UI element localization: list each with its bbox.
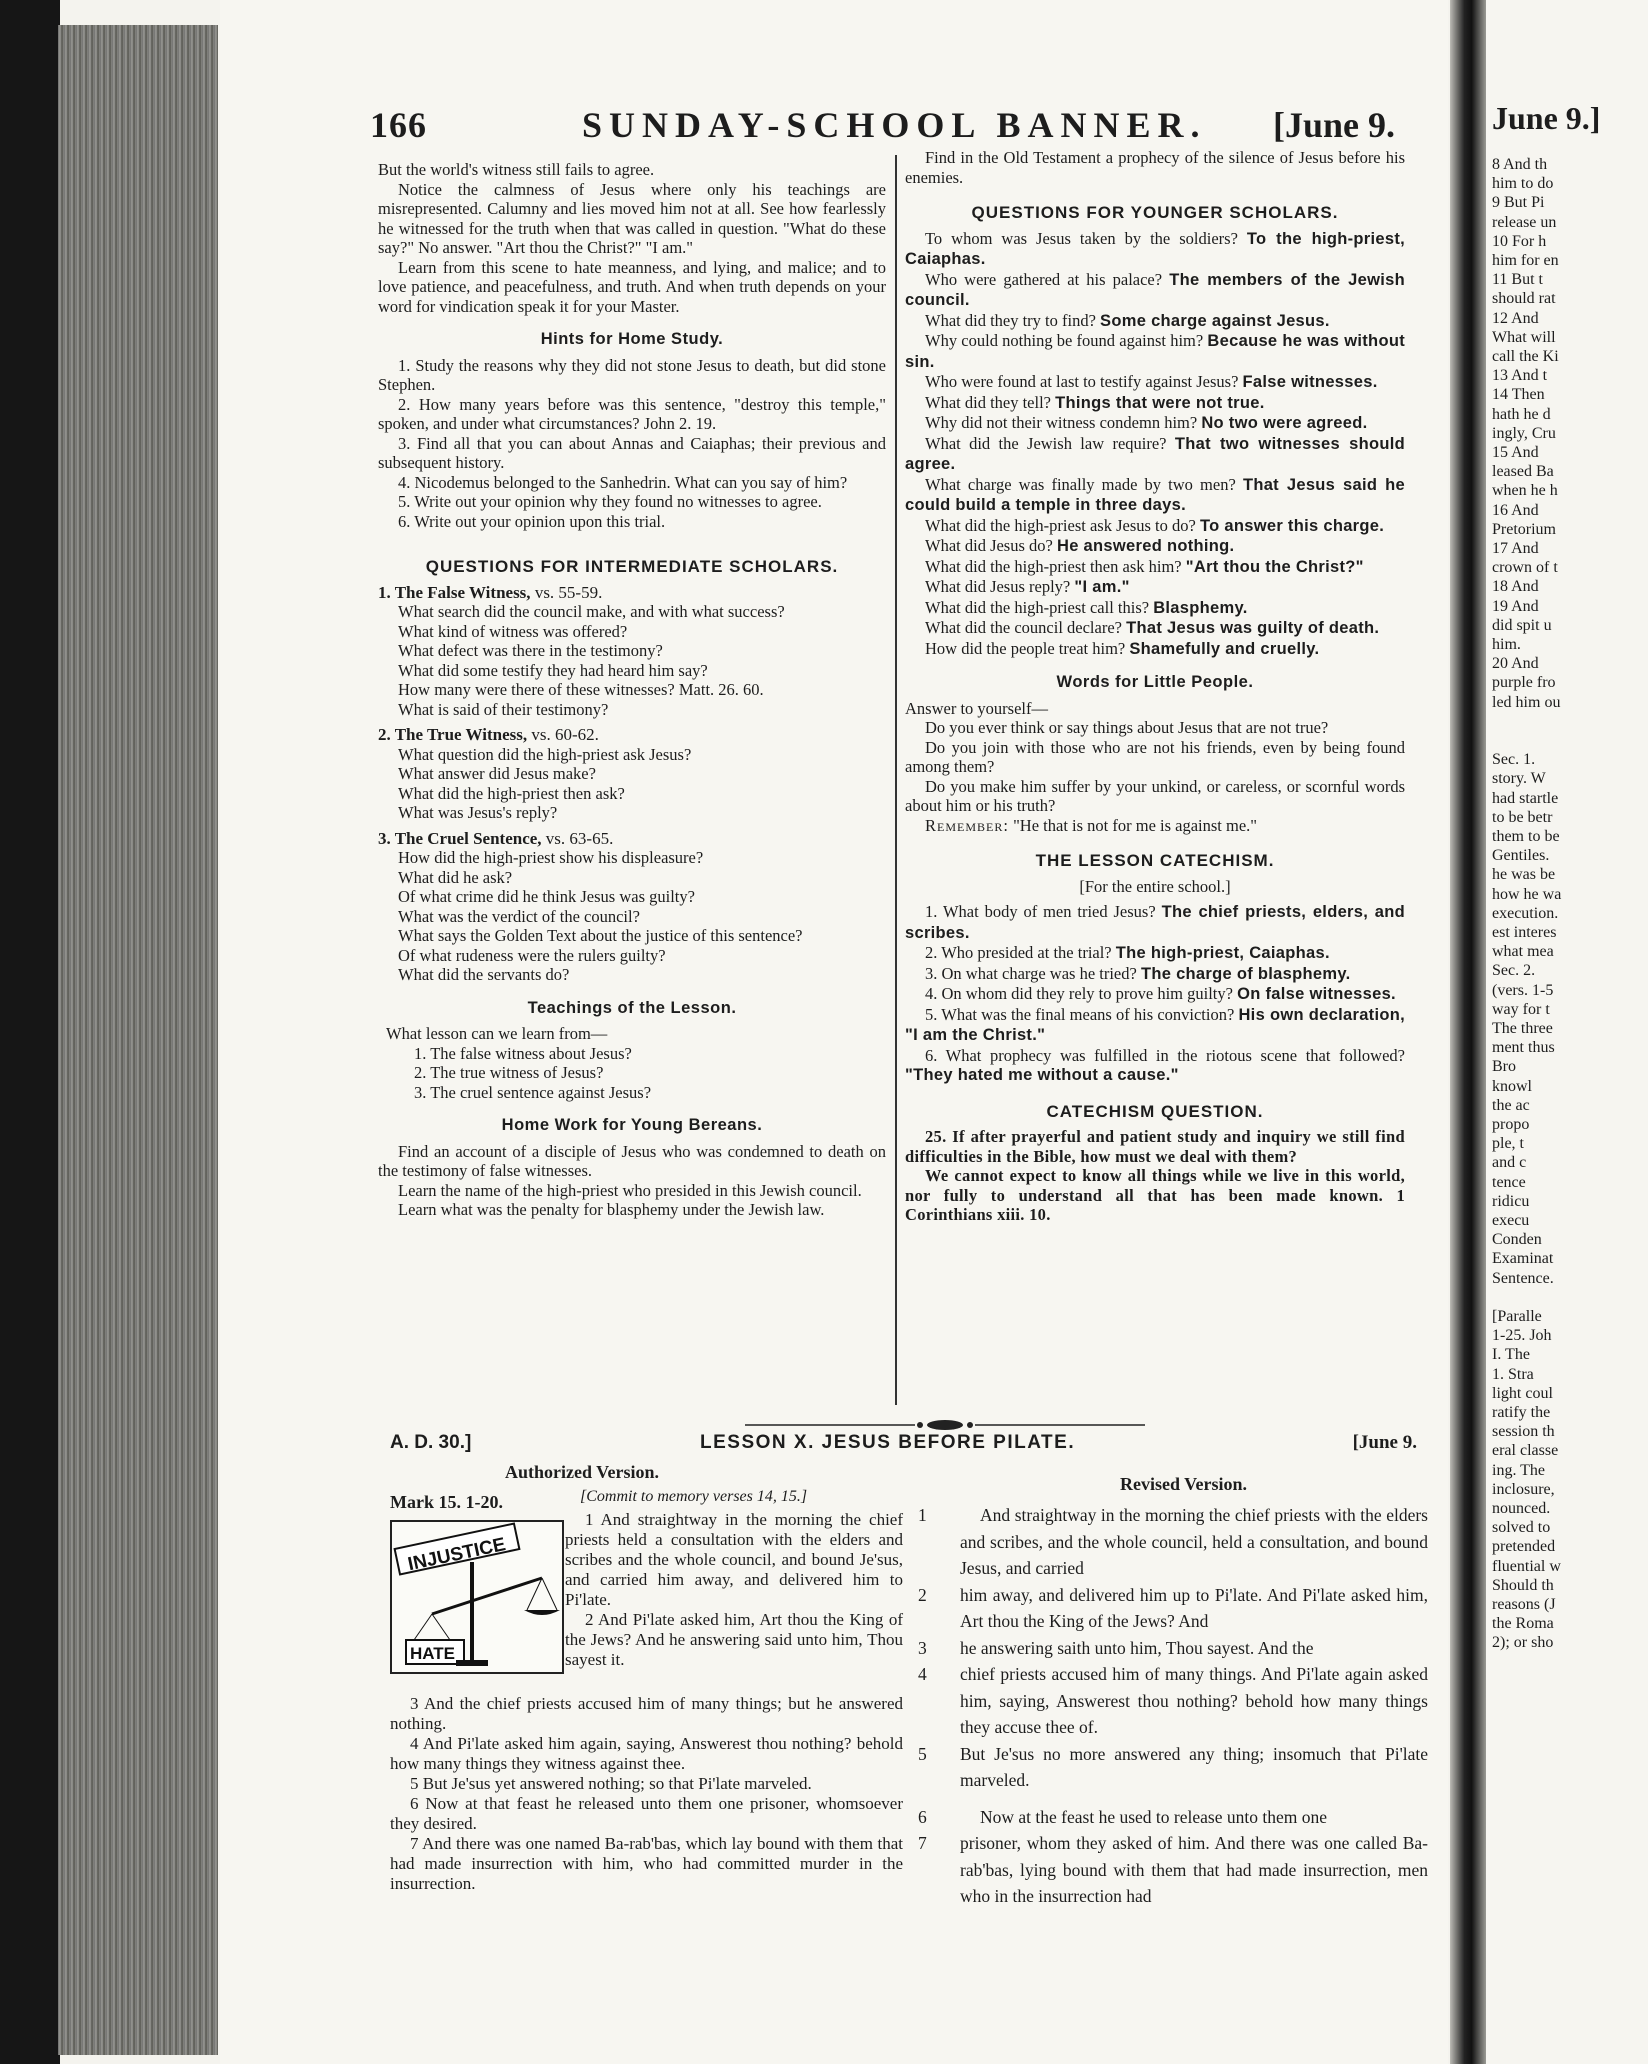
revised-verse-text: But Je'sus no more answered any thing; insomuch that Pi'late marveled. [960, 1743, 1428, 1790]
right-page-line: Gentiles. [1492, 847, 1550, 865]
question: How did the high-priest show his displeasure? [398, 848, 704, 867]
revised-verse-number: 5 [918, 1743, 927, 1764]
younger-answer: That Jesus was guilty of death. [1126, 619, 1380, 637]
younger-question: What did the high-priest then ask him? [925, 556, 1182, 576]
right-page-line: propo [1492, 1116, 1530, 1133]
catechism-item-question: 4. On whom did they rely to prove him guilty? [925, 984, 1233, 1003]
right-page-line: the ac [1492, 1096, 1530, 1114]
revised-verse [918, 1582, 1428, 1635]
younger-answer: He answered nothing. [1056, 537, 1235, 555]
catechism-item-answer: The chief priests, elders, and scribes. [905, 903, 1406, 942]
right-page-line: 9 But Pi [1492, 194, 1545, 212]
revised-verse [918, 1804, 1428, 1831]
scale-label-injustice: INJUSTICE [406, 1534, 508, 1576]
right-page-line: 20 And [1492, 655, 1539, 673]
homework-3: Learn what was the penalty for blasphemy under the Jewish law. [398, 1200, 825, 1219]
teaching-1: 1. The false witness about Jesus? [414, 1043, 632, 1063]
revised-verse-number: 6 [918, 1806, 927, 1827]
younger-qa-item [905, 372, 1405, 393]
younger-answer: That two witnesses should agree. [905, 434, 1405, 473]
right-page-line: [Paralle [1492, 1308, 1542, 1325]
right-page-line: led him ou [1492, 693, 1561, 711]
younger-answer: Blasphemy. [1153, 598, 1248, 617]
younger-qa-item [905, 536, 1405, 557]
section-1-heading [378, 583, 886, 603]
section-2-ref: vs. 60-62. [531, 725, 599, 744]
lesson-title: LESSON X. JESUS BEFORE PILATE. [700, 1432, 1076, 1453]
homework-1: Find an account of a disciple of Jesus who was condemned to death on the testimony of false witnesses. [378, 1141, 886, 1180]
revised-verse-text: prisoner, whom they asked of him. And there was one called Ba-rab'bas, lying bound with them that had made insurrection, men who in the insurrection had [960, 1833, 1428, 1906]
catechism-item-question: 3. On what charge was he tried? [925, 963, 1137, 983]
scale-icon [392, 1522, 562, 1672]
homework-title: Home Work for Young Bereans. [501, 1116, 763, 1134]
authorized-first-verses [565, 1510, 903, 1670]
revised-version-title: Revised Version. [1120, 1474, 1248, 1494]
younger-qa-item [905, 311, 1405, 332]
right-page-line: tence [1492, 1173, 1526, 1191]
younger-question: To whom was Jesus taken by the soldiers? [925, 228, 1238, 248]
right-page-line: crown of t [1492, 559, 1558, 577]
younger-answer: False witnesses. [1242, 373, 1378, 391]
page-date: [June 9. [1272, 105, 1395, 145]
younger-qa-item [905, 618, 1405, 639]
question: What is said of their testimony? [398, 699, 609, 719]
right-page-line: way for t [1492, 1000, 1550, 1018]
revised-verse-number: 7 [918, 1833, 927, 1853]
catechism-title: THE LESSON CATECHISM. [1035, 851, 1275, 870]
intro-para-3: Learn from this scene to hate meanness, and lying, and malice; and to love patience, and peacefulness, and truth. And when truth depends on your word for vindication speak it for your Master. [378, 257, 886, 316]
catechism-item-question: 5. What was the final means of his conviction? [925, 1004, 1235, 1024]
little-question-2: Do you join with those who are not his friends, even by being found among them? [905, 737, 1405, 776]
catechism-item-answer: The charge of blasphemy. [1140, 964, 1351, 983]
younger-qa-item [905, 413, 1405, 434]
right-page-line: 1. Stra [1492, 1365, 1534, 1383]
right-page-line: Conden [1492, 1231, 1542, 1249]
revised-verse [918, 1830, 1428, 1910]
younger-answer: To answer this charge. [1199, 516, 1385, 535]
teachings-intro: What lesson can we learn from— [386, 1024, 608, 1043]
right-page-line: 13 And t [1492, 367, 1548, 385]
catechism-item-question: 6. What prophecy was fulfilled in the riotous scene that followed? [925, 1045, 1405, 1065]
av-verse-2: 2 And Pi'late asked him, Art thou the King of the Jews? And he answering said unto him, Thou sayest it. [565, 1610, 903, 1669]
right-page-line: 16 And [1492, 501, 1539, 519]
right-page-line: him. [1492, 636, 1521, 653]
section-3-heading [378, 829, 886, 849]
right-page-line: execu [1492, 1212, 1530, 1229]
question: What was the verdict of the council? [398, 906, 640, 926]
revised-verse [918, 1635, 1428, 1662]
right-page-line: light coul [1492, 1384, 1553, 1402]
lesson-date: [June 9. [1352, 1432, 1417, 1453]
younger-qa-item [905, 598, 1405, 619]
younger-answer: Some charge against Jesus. [1100, 311, 1330, 330]
younger-title: QUESTIONS FOR YOUNGER SCHOLARS. [971, 203, 1339, 222]
question: What did the servants do? [398, 965, 570, 984]
catechism-item-answer: His own declaration, "I am the Christ." [905, 1005, 1405, 1044]
revised-verse-number: 4 [918, 1664, 927, 1684]
memory-verses: [Commit to memory verses 14, 15.] [580, 1488, 808, 1505]
catechism-item [905, 943, 1405, 964]
intro-para-1: But the world's witness still fails to agree. [378, 160, 655, 179]
question: How many were there of these witnesses? Matt. 26. 60. [398, 680, 764, 699]
right-page-line: nounced. [1492, 1500, 1551, 1517]
younger-qa-item [905, 639, 1405, 660]
younger-question: Why could nothing be found against him? [925, 331, 1204, 350]
page-header [370, 104, 1395, 146]
younger-answer: "I am." [1074, 578, 1130, 596]
authorized-version-title: Authorized Version. [505, 1462, 660, 1482]
catechism-item-answer: "They hated me without a cause." [905, 1066, 1179, 1084]
right-page-line: call the Ki [1492, 348, 1559, 365]
hint-6: 6. Write out your opinion upon this trial. [398, 511, 666, 531]
right-page-line: What will [1492, 328, 1556, 346]
right-page-line: 12 And [1492, 309, 1539, 327]
section-2-heading [378, 725, 886, 745]
teachings-title: Teachings of the Lesson. [527, 998, 737, 1017]
younger-question: What did Jesus do? [925, 536, 1053, 555]
revised-verse-number: 3 [918, 1637, 927, 1658]
av-verse-7: 7 And there was one named Ba-rab'bas, which lay bound with them that had made insurrection with him, who had committed murder in the insurrection. [390, 1834, 903, 1893]
revised-verse-text: he answering saith unto him, Thou sayest. And the [960, 1637, 1314, 1658]
section-3-title: 3. The Cruel Sentence, [378, 828, 542, 848]
remember-text: "He that is not for me is against me." [1013, 815, 1258, 835]
right-page-header: June 9.] [1492, 100, 1601, 136]
right-page-line: how he wa [1492, 885, 1562, 903]
right-page-line: him for en [1492, 252, 1559, 269]
revised-verse-text: And straightway in the morning the chief priests with the elders and scribes, and the whole council, held a consultation, and bound Jesus, and carried [960, 1505, 1428, 1578]
revised-verse-text: chief priests accused him of many things. And Pi'late again asked him, saying, Answerest thou nothing? behold how many things they accuse thee of. [960, 1664, 1428, 1737]
right-page-line: 8 And th [1492, 156, 1548, 173]
younger-answer: No two were agreed. [1201, 414, 1368, 432]
younger-answer: Because he was without sin. [905, 332, 1405, 371]
av-verse-6: 6 Now at that feast he released unto them one prisoner, whomsoever they desired. [390, 1794, 903, 1833]
right-page-line: hath he d [1492, 405, 1551, 423]
younger-question: Who were gathered at his palace? [925, 269, 1163, 289]
right-page-line: 19 And [1492, 597, 1539, 615]
hint-2: 2. How many years before was this sentence, "destroy this temple," spoken, and under what circumstances? John 2. 19. [378, 394, 886, 433]
right-page-line: Pretorium [1492, 520, 1556, 538]
right-page-line: ridicu [1492, 1192, 1530, 1210]
right-page-line: the Roma [1492, 1615, 1554, 1633]
right-page-line: inclosure, [1492, 1480, 1555, 1498]
right-page-line: 10 For h [1492, 232, 1547, 250]
hint-4: 4. Nicodemus belonged to the Sanhedrin. What can you say of him? [398, 472, 848, 492]
right-page-line: The three [1492, 1020, 1553, 1037]
catechism-item [905, 902, 1405, 943]
authorized-later-verses [390, 1694, 903, 1894]
right-page-line: did spit u [1492, 616, 1552, 634]
right-page-line: and c [1492, 1154, 1527, 1172]
question: What did some testify they had heard him say? [398, 660, 708, 680]
right-page-line: should rat [1492, 290, 1556, 308]
right-page-line: knowl [1492, 1077, 1532, 1095]
younger-question: What charge was finally made by two men? [925, 474, 1236, 494]
revised-verse-text: Now at the feast he used to release unto them one [980, 1806, 1327, 1827]
catechism-item [905, 1005, 1405, 1046]
question: What kind of witness was offered? [398, 621, 628, 641]
younger-qa-item [905, 516, 1405, 537]
question: What question did the high-priest ask Jesus? [398, 744, 692, 764]
justice-scale-illustration [390, 1520, 564, 1674]
right-intro: Find in the Old Testament a prophecy of the silence of Jesus before his enemies. [905, 148, 1405, 187]
right-page-line: est interes [1492, 924, 1557, 941]
book-page-edges [58, 25, 218, 2055]
younger-question: What did the high-priest call this? [925, 597, 1150, 617]
question: What did he ask? [398, 867, 513, 887]
younger-question: How did the people treat him? [925, 638, 1126, 658]
catechism-item-answer: On false witnesses. [1237, 985, 1396, 1003]
teaching-2: 2. The true witness of Jesus? [414, 1063, 604, 1082]
right-page-line: him to do [1492, 175, 1554, 193]
catechism-item [905, 964, 1405, 985]
revised-verse [918, 1741, 1428, 1794]
younger-qa-item [905, 434, 1405, 475]
section-3-ref: vs. 63-65. [545, 828, 614, 848]
scan-dark-margin [0, 0, 60, 2064]
question: What search did the council make, and with what success? [398, 602, 785, 621]
hint-1: 1. Study the reasons why they did not stone Jesus to death, but did stone Stephen. [378, 355, 886, 394]
younger-answer: Things that were not true. [1055, 393, 1265, 412]
catechism-item-answer: The high-priest, Caiaphas. [1115, 944, 1330, 962]
right-page-line: release un [1492, 213, 1557, 231]
right-page-line: when he h [1492, 482, 1558, 500]
catechism-item [905, 1046, 1405, 1086]
right-page-line: ingly, Cru [1492, 424, 1556, 442]
right-page-line: 17 And [1492, 540, 1539, 557]
younger-qa-item [905, 393, 1405, 414]
right-page-line: 11 But t [1492, 271, 1543, 289]
right-page-line: purple fro [1492, 674, 1556, 692]
younger-question: What did the Jewish law require? [925, 433, 1167, 453]
younger-question: Who were found at last to testify against Jesus? [925, 372, 1239, 391]
right-page-line: Sec. 1. [1492, 751, 1536, 769]
scale-label-hate: HATE [410, 1644, 456, 1663]
younger-qa-item [905, 229, 1405, 270]
revised-version-text [918, 1502, 1428, 1910]
ornamental-divider [745, 1418, 1145, 1432]
question: What did the high-priest then ask? [398, 783, 625, 803]
catechism-answer: We cannot expect to know all things while we live in this world, nor fully to understand all that has been made known. 1 Corinthians xiii. 10. [905, 1166, 1405, 1224]
right-page-line: 1-25. Joh [1492, 1327, 1552, 1345]
younger-question: What did they try to find? [925, 310, 1096, 330]
question: What answer did Jesus make? [398, 764, 596, 783]
younger-answer: To the high-priest, Caiaphas. [905, 229, 1406, 268]
av-verse-3: 3 And the chief priests accused him of many things; but he answered nothing. [390, 1694, 903, 1733]
question: What defect was there in the testimony? [398, 641, 663, 660]
little-question-3: Do you make him suffer by your unkind, or careless, or scornful words about him or his truth? [905, 776, 1405, 815]
right-column [905, 148, 1405, 1225]
intro-para-2: Notice the calmness of Jesus where only his teachings are misrepresented. Calumny and lies moved him not at all. See how fearlessly he witnessed for the truth when that was called in question. "What do these say?" No answer. "Art thou the Christ?" "I am." [378, 179, 886, 257]
right-page-line: Bro [1492, 1058, 1516, 1076]
catechism-questions [905, 902, 1405, 1086]
younger-answer: That Jesus said he could build a temple in three days. [905, 475, 1406, 514]
av-verse-1: 1 And straightway in the morning the chief priests held a consultation with the elders and scribes and the whole council, and bound Je'sus, and carried him away, and delivered him to Pi'late. [565, 1510, 903, 1609]
catechism-question: 25. If after prayerful and patient study and inquiry we still find difficulties in the Bible, how must we deal with them? [905, 1127, 1405, 1166]
hint-5: 5. Write out your opinion why they found no witnesses to agree. [398, 492, 822, 511]
page-number: 166 [370, 105, 427, 145]
catechism-item [905, 984, 1405, 1005]
question: Of what crime did he think Jesus was guilty? [398, 887, 695, 906]
younger-question: What did they tell? [925, 392, 1051, 412]
little-people-title: Words for Little People. [1056, 673, 1254, 691]
catechism-item-question: 1. What body of men tried Jesus? [925, 902, 1156, 921]
page-title: SUNDAY-SCHOOL BANNER. [582, 105, 1207, 145]
right-page-line: 18 And [1492, 578, 1539, 596]
book-gutter [1450, 0, 1486, 2064]
hints-title: Hints for Home Study. [540, 330, 724, 348]
left-column [378, 160, 886, 1220]
catechism-item-question: 2. Who presided at the trial? [925, 943, 1112, 962]
right-page-line: leased Ba [1492, 463, 1554, 481]
right-page-line: Should th [1492, 1576, 1554, 1594]
remember-label: Remember: [925, 815, 1009, 835]
younger-answer: "Art thou the Christ?" [1185, 557, 1364, 576]
revised-verse-number: 1 [918, 1505, 927, 1525]
revised-verse [918, 1661, 1428, 1741]
right-page-line: (vers. 1-5 [1492, 981, 1554, 999]
remember-line [905, 816, 1405, 836]
right-page-line: session th [1492, 1423, 1555, 1441]
right-page-line: pretended [1492, 1538, 1556, 1556]
younger-qa-item [905, 475, 1405, 516]
younger-question: What did Jesus reply? [925, 577, 1071, 596]
right-page-line: eral classe [1492, 1442, 1559, 1460]
younger-answer: Shamefully and cruelly. [1129, 639, 1320, 658]
right-page-line: Sentence. [1492, 1269, 1554, 1287]
right-page-line: them to be [1492, 828, 1560, 845]
section-2-title: 2. The True Witness, [378, 725, 528, 744]
younger-question: Why did not their witness condemn him? [925, 413, 1198, 432]
column-rule [895, 155, 897, 1405]
right-page-line: what mea [1492, 943, 1554, 961]
revised-verse [918, 1502, 1428, 1582]
scripture-reference: Mark 15. 1-20. [390, 1492, 503, 1512]
lesson-year: A. D. 30.] [390, 1432, 472, 1453]
right-page-line: execution. [1492, 904, 1559, 922]
little-question-1: Do you ever think or say things about Jesus that are not true? [925, 718, 1329, 737]
catechism-subtitle: [For the entire school.] [1079, 876, 1231, 896]
question: What says the Golden Text about the justice of this sentence? [398, 926, 803, 945]
younger-answer: The members of the Jewish council. [905, 270, 1405, 309]
younger-qa-item [905, 577, 1405, 598]
section-1-title: 1. The False Witness, [378, 582, 531, 602]
av-verse-5: 5 But Je'sus yet answered nothing; so that Pi'late marveled. [410, 1774, 812, 1793]
hint-3: 3. Find all that you can about Annas and Caiaphas; their previous and subsequent history. [378, 433, 886, 472]
catechism-question-title: CATECHISM QUESTION. [1046, 1101, 1264, 1121]
question: What was Jesus's reply? [398, 803, 558, 822]
lesson-header [390, 1432, 1425, 1462]
right-page-line: reasons (J [1492, 1596, 1556, 1613]
revised-verse-number: 2 [918, 1584, 927, 1605]
question: Of what rudeness were the rulers guilty? [398, 945, 666, 965]
right-page-line: he was be [1492, 866, 1556, 884]
homework-2: Learn the name of the high-priest who presided in this Jewish council. [398, 1180, 862, 1200]
right-page-line: Sec. 2. [1492, 962, 1536, 980]
right-page-line: solved to [1492, 1519, 1551, 1537]
right-page-line: 14 Then [1492, 386, 1545, 404]
intermediate-title: QUESTIONS FOR INTERMEDIATE SCHOLARS. [425, 557, 839, 576]
section-1-ref: vs. 55-59. [534, 582, 603, 602]
right-page-line: story. W [1492, 770, 1546, 788]
right-page-line: ratify the [1492, 1404, 1551, 1421]
revised-verse-text: him away, and delivered him up to Pi'late. And Pi'late asked him, Art thou the King of the Jews? And [960, 1584, 1428, 1631]
right-page-line: ing. The [1492, 1461, 1546, 1479]
right-page-line: ment thus [1492, 1039, 1555, 1057]
younger-questions [905, 229, 1405, 660]
right-page-fragment [1486, 0, 1648, 2064]
right-page-line: Examinat [1492, 1250, 1554, 1268]
right-page-line: fluential w [1492, 1557, 1561, 1575]
right-page-line: 2); or sho [1492, 1634, 1554, 1652]
right-page-line: to be betr [1492, 808, 1553, 826]
right-page-line: I. The [1492, 1346, 1530, 1364]
av-verse-4: 4 And Pi'late asked him again, saying, Answerest thou nothing? behold how many things they witness against thee. [390, 1734, 903, 1773]
younger-qa-item [905, 557, 1405, 578]
right-page-line: ple, t [1492, 1135, 1524, 1153]
younger-qa-item [905, 270, 1405, 311]
little-intro: Answer to yourself— [905, 698, 1048, 718]
right-page-line: 15 And [1492, 444, 1539, 461]
younger-question: What did the high-priest ask Jesus to do? [925, 515, 1196, 535]
younger-qa-item [905, 331, 1405, 372]
teaching-3: 3. The cruel sentence against Jesus? [414, 1082, 652, 1102]
right-page-line: had startle [1492, 789, 1559, 807]
younger-question: What did the council declare? [925, 618, 1122, 637]
